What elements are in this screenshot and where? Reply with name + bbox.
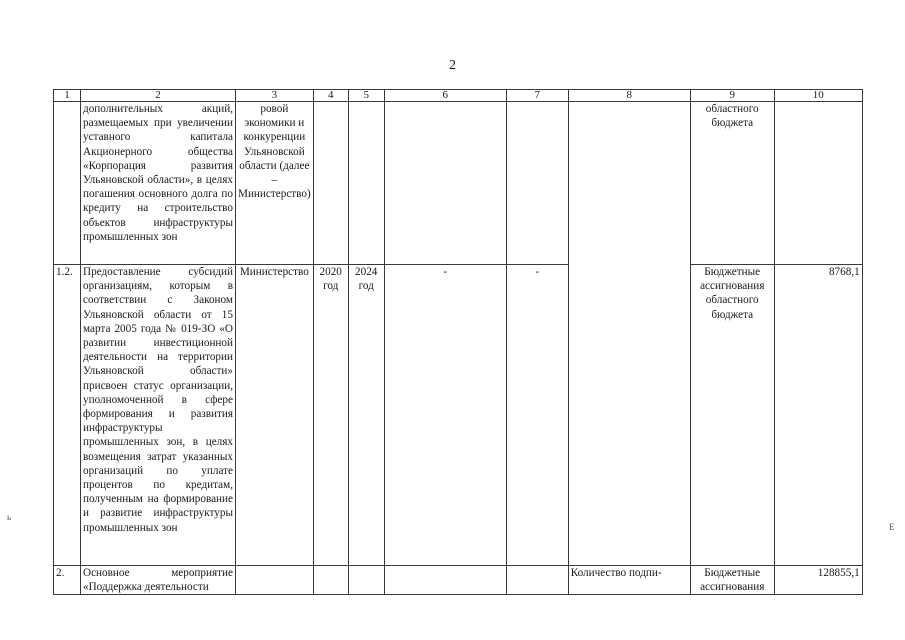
cell-col-7: - [506, 265, 568, 566]
cell-start-year [313, 102, 348, 265]
header-col-1: 1 [54, 90, 81, 102]
table-header-row [54, 90, 863, 102]
header-col-6: 6 [384, 90, 506, 102]
table-row-2 [54, 566, 863, 595]
header-col-2: 2 [81, 90, 236, 102]
header-col-7: 7 [506, 90, 568, 102]
cell-funding-source: областного бюджета [690, 102, 774, 265]
cell-number [54, 102, 81, 265]
cell-start-year: 2020 год [313, 265, 348, 566]
cell-end-year [348, 102, 384, 265]
header-col-3: 3 [236, 90, 314, 102]
table-row-1-2 [54, 265, 863, 566]
cell-amount [774, 102, 862, 265]
cell-funding-source: Бюджетные ассигнования областного бюджета [690, 265, 774, 566]
cell-end-year: 2024 год [348, 265, 384, 566]
cell-end-year [348, 566, 384, 595]
cell-executor: Министерство [236, 265, 314, 566]
measures-table [53, 89, 863, 595]
header-col-5: 5 [348, 90, 384, 102]
cell-description: Предоставление субсидий организациям, которым в соответствии с Законом Ульяновской области от 15 марта 2005 года № 019-ЗО «О развитии инвестиционной деятельности на территории Ульяновской области» присвоен статус организации, уполномоченной в сфере формирования и развития инфраструктуры промышленных зон, в целях возмещения затрат указанных организаций по уплате процентов по кредитам, полученным на формирование и развитие инфраструктуры промышленных зон [81, 265, 236, 566]
cell-start-year [313, 566, 348, 595]
header-col-8: 8 [568, 90, 690, 102]
cell-col-7 [506, 102, 568, 265]
page-number: 2 [449, 58, 456, 73]
cell-amount: 8768,1 [774, 265, 862, 566]
header-col-9: 9 [690, 90, 774, 102]
cell-description: дополнительных акций, размещаемых при увеличении уставного капитала Акционерного общества «Корпорация развития Ульяновской области», в целях погашения основного долга по кредиту на строительство объектов инфраструктуры промышленных зон [81, 102, 236, 265]
cell-executor [236, 566, 314, 595]
header-col-4: 4 [313, 90, 348, 102]
table-row-continued [54, 102, 863, 265]
cell-col-6 [384, 566, 506, 595]
right-margin-mark: Е [889, 522, 895, 532]
cell-col-8-merged [568, 102, 690, 566]
cell-number: 1.2. [54, 265, 81, 566]
cell-col-6: - [384, 265, 506, 566]
cell-col-7 [506, 566, 568, 595]
cell-col-6 [384, 102, 506, 265]
header-col-10: 10 [774, 90, 862, 102]
cell-description: Основное мероприятие «Поддержка деятельности [81, 566, 236, 595]
cell-number: 2. [54, 566, 81, 595]
left-margin-mark: ь [7, 512, 12, 522]
cell-executor: ровой экономики и конкуренции Ульяновской области (далее – Министерство) [236, 102, 314, 265]
cell-amount: 128855,1 [774, 566, 862, 595]
cell-funding-source: Бюджетные ассигнования [690, 566, 774, 595]
cell-indicator: Количество подпи- [568, 566, 690, 595]
